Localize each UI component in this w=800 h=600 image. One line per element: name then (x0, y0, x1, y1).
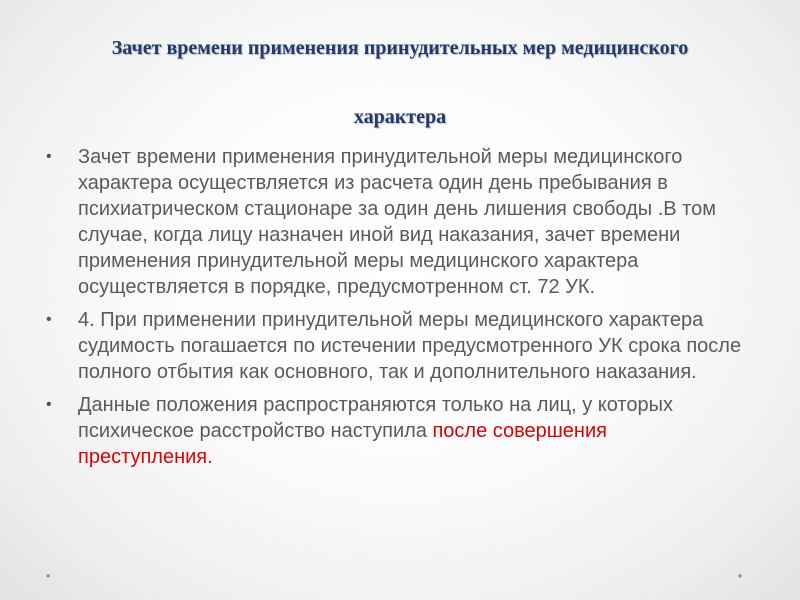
bullet-list (46, 144, 746, 477)
slide-title-line-2: характера (353, 106, 447, 128)
bullet-text: 4. При применении принудительной меры медицинского характера судимость погашается по истечении предусмотренного УК срока после полного отбытия как основного, так и дополнительного наказания. (78, 309, 742, 383)
bullet-text: Зачет времени применения принудительной меры медицинского характера осуществляется из расчета один день пребывания в психиатрическом стационаре за один день лишения свободы .В том случае, когда лицу назначен иной вид наказания, зачет времени применения принудительной меры медицинского характера осуществляется в порядке, предусмотренном ст. 72 УК. (78, 146, 716, 298)
bullet-icon: • (46, 396, 52, 413)
decorative-dot-icon-left: • (46, 569, 51, 583)
highlighted-text: после совершения преступления (78, 420, 607, 468)
slide-title (40, 33, 760, 132)
highlighted-text-period: . (207, 446, 213, 468)
bullet-text: Данные положения распространяются только на лиц, у которых психическое расстройство наступила (78, 394, 673, 442)
decorative-dot-icon-right: • (738, 569, 743, 583)
bullet-item (46, 144, 746, 300)
bullet-item (46, 392, 746, 470)
bullet-icon: • (46, 311, 52, 328)
bullet-icon: • (46, 148, 52, 165)
slide-title-line-1: Зачет времени применения принудительных мер медицинского (111, 37, 689, 59)
bullet-item (46, 307, 746, 385)
